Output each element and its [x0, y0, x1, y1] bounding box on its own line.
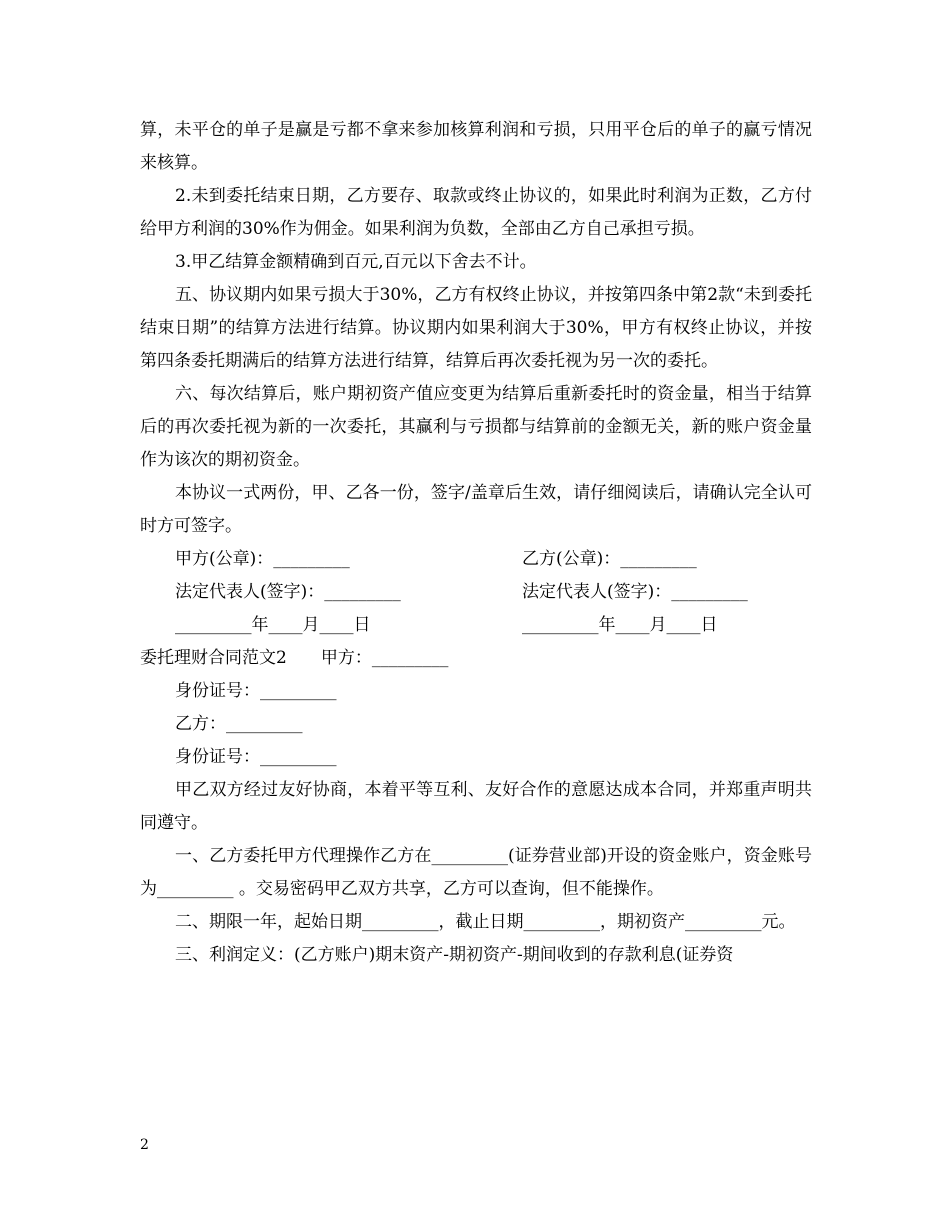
paragraph-clause-3: 3.甲乙结算金额精确到百元,百元以下舍去不计。 — [175, 252, 537, 272]
party-b-date-field: _________年____月____日 — [522, 615, 718, 635]
paragraph-settlement-continued: 算，未平仓的单子是赢是亏都不拿来参加核算利润和亏损，只用平仓后的单子的赢亏情况来核算。 — [140, 120, 812, 173]
document-body — [140, 114, 812, 972]
paragraph-contract-2-clause-2: 二、期限一年，起始日期_________，截止日期_________，期初资产_________元。 — [175, 912, 796, 932]
signature-row-seal — [140, 543, 812, 576]
paragraph-copies-note: 本协议一式两份，甲、乙各一份，签字/盖章后生效，请仔细阅读后，请确认完全认可时方可签字。 — [140, 483, 812, 536]
party-a-id-field: 身份证号：_________ — [175, 681, 337, 701]
party-a-seal-field: 甲方(公章)：_________ — [175, 549, 350, 569]
paragraph-contract-2-clause-3: 三、利润定义：(乙方账户)期末资产-期初资产-期间收到的存款利息(证券资 — [175, 945, 734, 965]
signature-row-representative — [140, 576, 812, 609]
party-b-field: 乙方：_________ — [175, 714, 303, 734]
party-a-representative-field: 法定代表人(签字)：_________ — [175, 582, 401, 602]
page-number: 2 — [140, 1137, 149, 1153]
signature-row-date — [140, 609, 812, 642]
party-b-id-field: 身份证号：_________ — [175, 747, 337, 767]
contract-2-title-line: 委托理财合同范文2 甲方：_________ — [140, 648, 449, 668]
party-b-representative-field: 法定代表人(签字)：_________ — [522, 582, 748, 602]
paragraph-contract-2-clause-1: 一、乙方委托甲方代理操作乙方在_________(证券营业部)开设的资金账户，资金账号为_________ 。交易密码甲乙双方共享，乙方可以查询，但不能操作。 — [140, 846, 812, 899]
paragraph-article-5: 五、协议期内如果亏损大于30%，乙方有权终止协议，并按第四条中第2款“未到委托结束日期”的结算方法进行结算。协议期内如果利润大于30%，甲方有权终止协议，并按第四条委托期满后的结算方法进行结算，结算后再次委托视为另一次的委托。 — [140, 285, 812, 371]
paragraph-contract-2-intro: 甲乙双方经过友好协商，本着平等互利、友好合作的意愿达成本合同，并郑重声明共同遵守。 — [140, 780, 812, 833]
party-a-date-field: _________年____月____日 — [175, 615, 371, 635]
paragraph-clause-2: 2.未到委托结束日期，乙方要存、取款或终止协议的，如果此时利润为正数，乙方付给甲方利润的30%作为佣金。如果利润为负数，全部由乙方自己承担亏损。 — [140, 186, 812, 239]
paragraph-article-6: 六、每次结算后，账户期初资产值应变更为结算后重新委托时的资金量，相当于结算后的再次委托视为新的一次委托，其赢利与亏损都与结算前的金额无关，新的账户资金量作为该次的期初资金。 — [140, 384, 812, 470]
party-b-seal-field: 乙方(公章)：_________ — [522, 549, 697, 569]
